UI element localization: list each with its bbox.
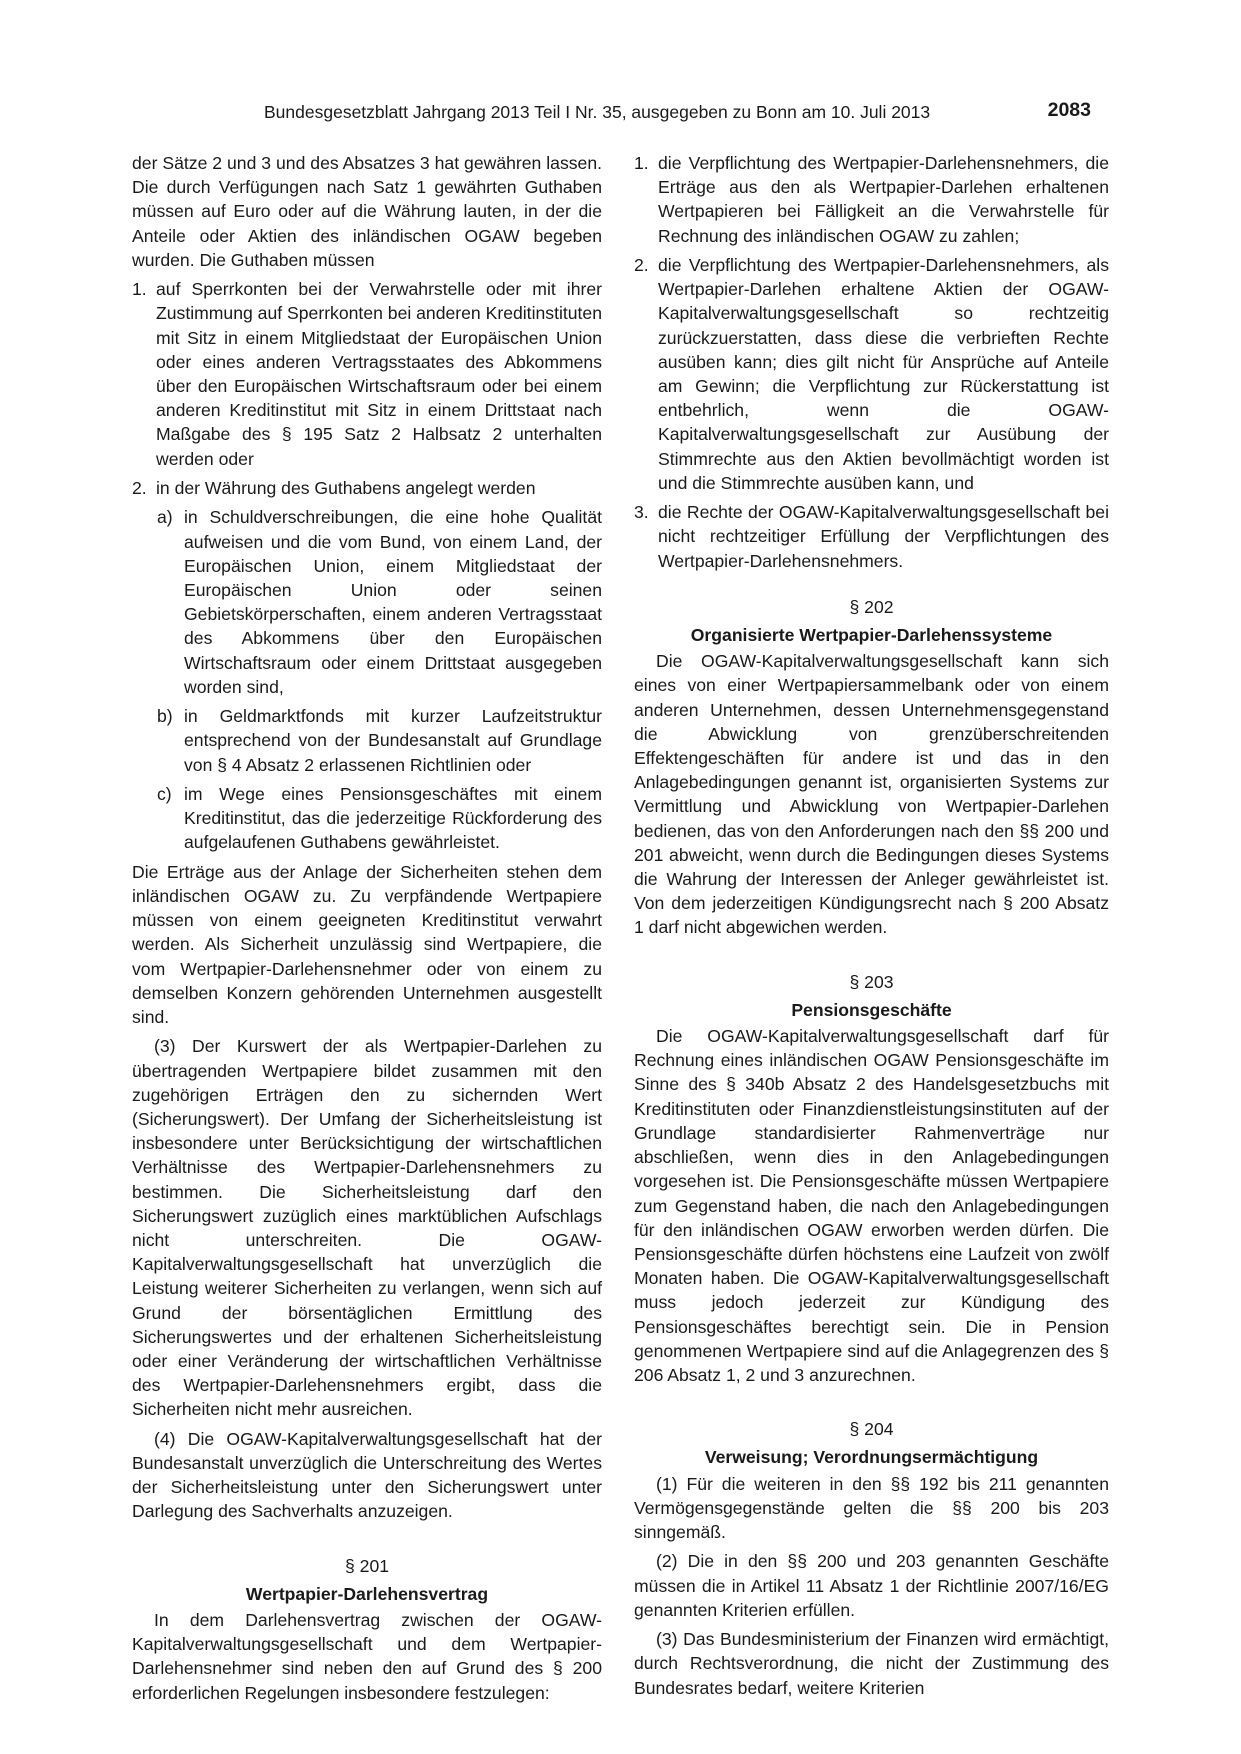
paragraph: der Sätze 2 und 3 und des Absatzes 3 hat gewähren lassen. Die durch Verfügungen nach Satz 1 gewährten Guthaben müssen auf Euro oder auf die Währung lauten, in der die Anteile oder Aktien des inländischen OGAW begeben wurden. Die Guthaben müssen <box>132 153 602 270</box>
list-marker: 1. <box>634 153 649 173</box>
section-title: Pensionsgeschäfte <box>791 999 952 1020</box>
sub-list <box>132 505 602 854</box>
sub-list-item <box>132 704 602 777</box>
paragraph: In dem Darlehensvertrag zwischen der OGAW-Kapitalverwaltungsgesellschaft und dem Wertpapier-Darlehensnehmer sind neben den auf Grund des § 200 erforderlichen Regelungen insbesondere festzulegen: <box>132 1610 602 1703</box>
list-marker: 2. <box>634 255 649 275</box>
sub-list-item-text: im Wege eines Pensionsgeschäftes mit einem Kreditinstitut, das die jederzeitige Rückforderung des aufgelaufenen Guthabens gewährleistet. <box>184 784 602 853</box>
running-title: Bundesgesetzblatt Jahrgang 2013 Teil I Nr. 35, ausgegeben zu Bonn am 10. Juli 2013 <box>264 102 931 122</box>
numbered-list <box>634 151 1109 573</box>
paragraph: (1) Für die weiteren in den §§ 192 bis 211 genannten Vermögensgegenstände gelten die §§ 200 bis 203 sinngemäß. <box>634 1473 1109 1542</box>
paragraph: (3) Das Bundesministerium der Finanzen wird ermächtigt, durch Rechtsverordnung, die nicht der Zustimmung des Bundesrates bedarf, weitere Kriterien <box>634 1629 1109 1698</box>
list-item <box>634 253 1109 495</box>
sub-list-marker: a) <box>157 507 173 528</box>
list-marker: 1. <box>132 279 147 300</box>
list-item-text: auf Sperrkonten bei der Verwahrstelle oder mit ihrer Zustimmung auf Sperrkonten bei anderen Kreditinstituten mit Sitz in einem Mitgliedstaat der Europäischen Union oder eines anderen Vertragsstaates des Abkommens über den Europäischen Wirtschaftsraum oder bei einem anderen Kreditinstitut mit Sitz in einem Drittstaat nach Maßgabe des § 195 Satz 2 Halbsatz 2 unterhalten werden oder <box>156 279 602 469</box>
list-marker: 2. <box>132 478 147 499</box>
list-item-text: in der Währung des Guthabens angelegt werden <box>156 478 536 499</box>
section-number: § 204 <box>849 1419 894 1440</box>
list-item <box>132 476 602 855</box>
paragraph: Die OGAW-Kapitalverwaltungsgesellschaft darf für Rechnung eines inländischen OGAW Pensionsgeschäfte im Sinne des § 340b Absatz 2 des Handelsgesetzbuchs mit Kreditinstituten oder Finanzdienstleistungsinstituten auf der Grundlage standardisierter Rahmenverträge nur abschließen, wenn dies in den Anlagebedingungen vorgesehen ist. Die Pensionsgeschäfte müssen Wertpapiere zum Gegenstand haben, die nach den Anlagebedingungen für den inländischen OGAW erworben werden dürfen. Die Pensionsgeschäfte dürfen höchstens eine Laufzeit von zwölf Monaten haben. Die OGAW-Kapitalverwaltungsgesellschaft muss jedoch jederzeit zur Kündigung des Pensionsgeschäftes berechtigt sein. Die in Pension genommenen Wertpapiere sind auf die Anlagegrenzen des § 206 Absatz 1, 2 und 3 anzurechnen. <box>634 1026 1109 1385</box>
sub-list-marker: b) <box>157 706 173 727</box>
right-column <box>634 151 1109 1705</box>
sub-list-marker: c) <box>157 784 172 805</box>
section-title: Wertpapier-Darlehensvertrag <box>245 1583 489 1604</box>
section-number: § 203 <box>849 971 894 992</box>
sub-list-item-text: in Schuldverschreibungen, die eine hohe Qualität aufweisen und die vom Bund, von einem Land, der Europäischen Union, einem Mitgliedstaat der Europäischen Union oder seinen Gebietskörperschaften, einem anderen Vertragsstaat des Abkommens über den Europäischen Wirtschaftsraum oder einem Drittstaat ausgegeben worden sind, <box>184 507 602 697</box>
section-title: Organisierte Wertpapier-Darlehenssysteme <box>690 625 1053 646</box>
list-item-text: die Verpflichtung des Wertpapier-Darlehensnehmers, als Wertpapier-Darlehen erhaltene Aktien der OGAW-Kapitalverwaltungsgesellschaft so rechtzeitig zurückzuerstatten, dass diese die verbrieften Rechte ausüben kann; dies gilt nicht für Ansprüche auf Anteile am Gewinn; die Verpflichtung zur Rückerstattung ist entbehrlich, wenn die OGAW-Kapitalverwaltungsgesellschaft zur Ausübung der Stimmrechte aus den Aktien bevollmächtigt worden ist und die Stimmrechte ausüben kann, und <box>658 255 1109 493</box>
sub-list-item <box>132 505 602 699</box>
page-number: 2083 <box>1047 99 1091 121</box>
list-item <box>634 151 1109 248</box>
left-column <box>132 151 602 1710</box>
sub-list-item-text: in Geldmarktfonds mit kurzer Laufzeitstruktur entsprechend von der Bundesanstalt auf Grundlage von § 4 Absatz 2 erlassenen Richtlinien oder <box>184 706 602 775</box>
sub-list-item <box>132 782 602 855</box>
numbered-list <box>132 277 602 854</box>
list-item-text: die Rechte der OGAW-Kapitalverwaltungsgesellschaft bei nicht rechtzeitiger Erfüllung der Verpflichtungen des Wertpapier-Darlehensnehmers. <box>658 502 1109 571</box>
list-item <box>634 500 1109 573</box>
section-title: Verweisung; Verordnungsermächtigung <box>704 1447 1039 1468</box>
section-number: § 201 <box>344 1555 390 1576</box>
paragraph: (2) Die in den §§ 200 und 203 genannten Geschäfte müssen die in Artikel 11 Absatz 1 der Richtlinie 2007/16/EG genannten Kriterien erfüllen. <box>634 1551 1109 1620</box>
paragraph: Die OGAW-Kapitalverwaltungsgesellschaft kann sich eines von einer Wertpapiersammelbank oder von einem anderen Unternehmen, dessen Unternehmensgegenstand die Abwicklung von grenzüberschreitenden Effektengeschäften für andere ist und das in den Anlagebedingungen genannt ist, organisierten Systems zur Vermittlung und Abwicklung von Wertpapier-Darlehen bedienen, das von den Anforderungen nach den §§ 200 und 201 abweicht, wenn durch die Bedingungen dieses Systems die Wahrung der Interessen der Anleger gewährleistet ist. Von dem jederzeitigen Kündigungsrecht nach § 200 Absatz 1 darf nicht abgewichen werden. <box>634 651 1109 938</box>
list-marker: 3. <box>634 502 649 523</box>
paragraph: (4) Die OGAW-Kapitalverwaltungsgesellschaft hat der Bundesanstalt unverzüglich die Unterschreitung des Wertes der Sicherheitsleistung unter den Sicherungswert unter Darlegung des Sachverhalts anzuzeigen. <box>132 1428 602 1522</box>
paragraph: Die Erträge aus der Anlage der Sicherheiten stehen dem inländischen OGAW zu. Zu verpfändende Wertpapiere müssen von einem geeigneten Kreditinstitut verwahrt werden. Als Sicherheit unzulässig sind Wertpapiere, die vom Wertpapier-Darlehensnehmer oder von einem zu demselben Konzern gehörenden Unternehmen ausgestellt sind. <box>132 861 602 1028</box>
list-item <box>132 277 602 471</box>
running-header <box>264 101 1091 123</box>
list-item-text: die Verpflichtung des Wertpapier-Darlehensnehmers, die Erträge aus den als Wertpapier-Darlehen erhaltenen Wertpapieren bei Fälligkeit an die Verwahrstelle für Rechnung des inländischen OGAW zu zahlen; <box>658 153 1109 246</box>
paragraph: (3) Der Kurswert der als Wertpapier-Darlehen zu übertragenden Wertpapiere bildet zusammen mit den zugehörigen Erträgen den zu sichernden Wert (Sicherungswert). Der Umfang der Sicherheitsleistung ist insbesondere unter Berücksichtigung der wirtschaftlichen Verhältnisse des Wertpapier-Darlehensnehmers zu bestimmen. Die Sicherheitsleistung darf den Sicherungswert zuzüglich eines marktüblichen Aufschlags nicht unterschreiten. Die OGAW-Kapitalverwaltungsgesellschaft hat unverzüglich die Leistung weiterer Sicherheiten zu verlangen, wenn sich auf Grund der börsentäglichen Ermittlung des Sicherungswertes und der erhaltenen Sicherheitsleistung oder einer Veränderung der wirtschaftlichen Verhältnisse des Wertpapier-Darlehensnehmers ergibt, dass die Sicherheiten nicht mehr ausreichen. <box>132 1036 602 1420</box>
section-number: § 202 <box>849 596 894 617</box>
